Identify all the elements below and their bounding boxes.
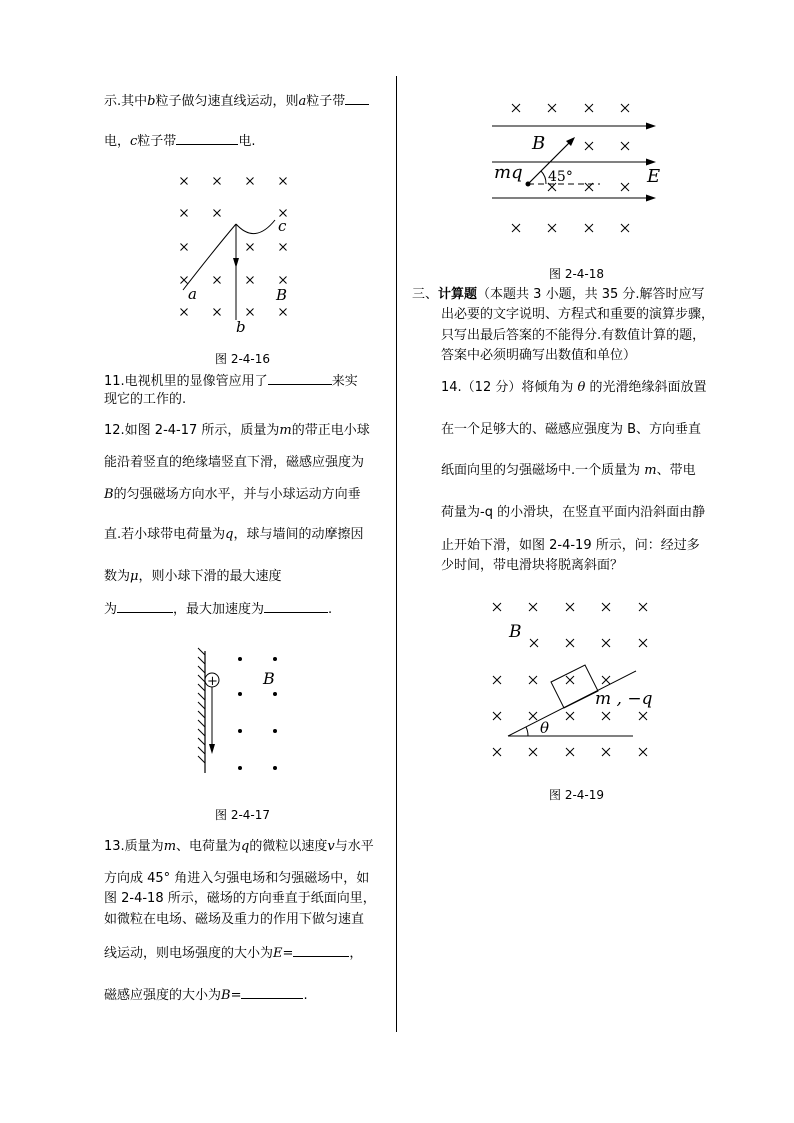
field-cross-mark: [566, 639, 574, 647]
q13-line-1: 13.质量为m、电荷量为q的微粒以速度v与水平: [104, 839, 374, 854]
q13-line-5: 线运动，则电场强度的大小为E= ，: [104, 943, 362, 962]
field-cross-mark: [493, 748, 501, 756]
fig17-caption: 图 2-4-17: [215, 808, 271, 822]
q12-line-6: 为 ，最大加速度为 .: [104, 599, 332, 618]
field-cross-mark: [639, 748, 647, 756]
field-cross-mark: [529, 748, 537, 756]
fig16-caption: 图 2-4-16: [215, 352, 271, 366]
fig18-label-mq: mq: [494, 162, 523, 183]
q13-line-3: 图 2-4-18 所示，磁场的方向垂直于纸面向里，: [104, 891, 376, 906]
field-cross-mark: [602, 748, 610, 756]
fig18-label-angle: 45°: [548, 169, 573, 185]
section3-line-1: 三、计算题（本题共 3 小题，共 35 分.解答时应写: [412, 287, 705, 302]
fig19-caption: 图 2-4-19: [549, 788, 605, 802]
fig17-label-B: B: [263, 669, 275, 688]
section3-line-2: 出必要的文字说明、方程式和重要的演算步骤，: [441, 307, 715, 322]
fig17-charge-sign: +: [207, 674, 218, 689]
fig19-theta-arc: [526, 727, 528, 736]
fig18-caption: 图 2-4-18: [549, 267, 605, 281]
field-cross-mark: [530, 639, 538, 647]
fig18-label-B: B: [532, 133, 546, 154]
q13-line-4: 如微粒在电场、磁场及重力的作用下做匀速直: [104, 912, 365, 927]
field-cross-mark: [602, 712, 610, 720]
q12-line-5: 数为μ，则小球下滑的最大速度: [104, 569, 282, 584]
q12-line-2: 能沿着竖直的绝缘墙竖直下滑，磁感应强度为: [104, 455, 365, 470]
fig16-label-c: c: [278, 217, 287, 235]
field-cross-mark: [566, 676, 574, 684]
field-cross-mark: [639, 603, 647, 611]
fig19-label-mq: m , −q: [595, 689, 653, 709]
q12-line-4: 直.若小球带电荷量为q，球与墙间的动摩擦因: [104, 527, 364, 542]
section3-line-3: 只写出最后答案的不能得分.有数值计算的题，: [441, 328, 706, 343]
q10-line-2: 电，c粒子带 电.: [104, 131, 255, 150]
q13-line-2: 方向成 45° 角进入匀强电场和匀强磁场中，如: [104, 871, 370, 886]
q14-line-4: 荷量为-q 的小滑块，在竖直平面内沿斜面由静: [441, 505, 706, 520]
field-cross-mark: [639, 639, 647, 647]
field-cross-mark: [529, 712, 537, 720]
field-cross-mark: [602, 639, 610, 647]
fig19-slider-block: [551, 665, 598, 708]
field-cross-mark: [493, 676, 501, 684]
q11-line-2: 现它的工作的.: [104, 392, 187, 407]
q14-line-5: 止开始下滑，如图 2-4-19 所示，问：经过多: [441, 538, 700, 553]
fig19-label-B: B: [509, 622, 522, 642]
field-cross-mark: [639, 712, 647, 720]
fig19-label-theta: θ: [540, 719, 550, 737]
fig16-label-B: B: [276, 286, 288, 304]
q14-line-1: 14.（12 分）将倾角为 θ 的光滑绝缘斜面放置: [441, 380, 707, 395]
fig16-label-a: a: [188, 285, 197, 303]
fig16-label-b: b: [236, 318, 246, 336]
field-cross-mark: [566, 712, 574, 720]
q10-line-1: 示.其中b粒子做匀速直线运动，则a粒子带: [104, 91, 369, 110]
field-cross-mark: [529, 603, 537, 611]
field-cross-mark: [493, 603, 501, 611]
q12-line-1: 12.如图 2-4-17 所示，质量为m的带正电小球: [104, 423, 370, 438]
q12-line-3: B的匀强磁场方向水平，并与小球运动方向垂: [104, 487, 361, 502]
field-cross-mark: [566, 603, 574, 611]
q11-line-1: 11.电视机里的显像管应用了 来实: [104, 371, 358, 390]
field-cross-mark: [529, 676, 537, 684]
q14-line-6: 少时间，带电滑块将脱离斜面？: [441, 558, 624, 573]
q14-line-3: 纸面向里的匀强磁场中.一个质量为 m、带电: [441, 463, 696, 478]
section3-line-4: 答案中必须明确写出数值和单位）: [441, 348, 637, 363]
fig18-label-E: E: [647, 166, 661, 187]
field-cross-mark: [602, 676, 610, 684]
field-cross-mark: [566, 748, 574, 756]
field-cross-mark: [493, 712, 501, 720]
q14-line-2: 在一个足够大的、磁感应强度为 B、方向垂直: [441, 422, 702, 437]
field-cross-mark: [602, 603, 610, 611]
q13-line-6: 磁感应强度的大小为B= .: [104, 985, 308, 1004]
